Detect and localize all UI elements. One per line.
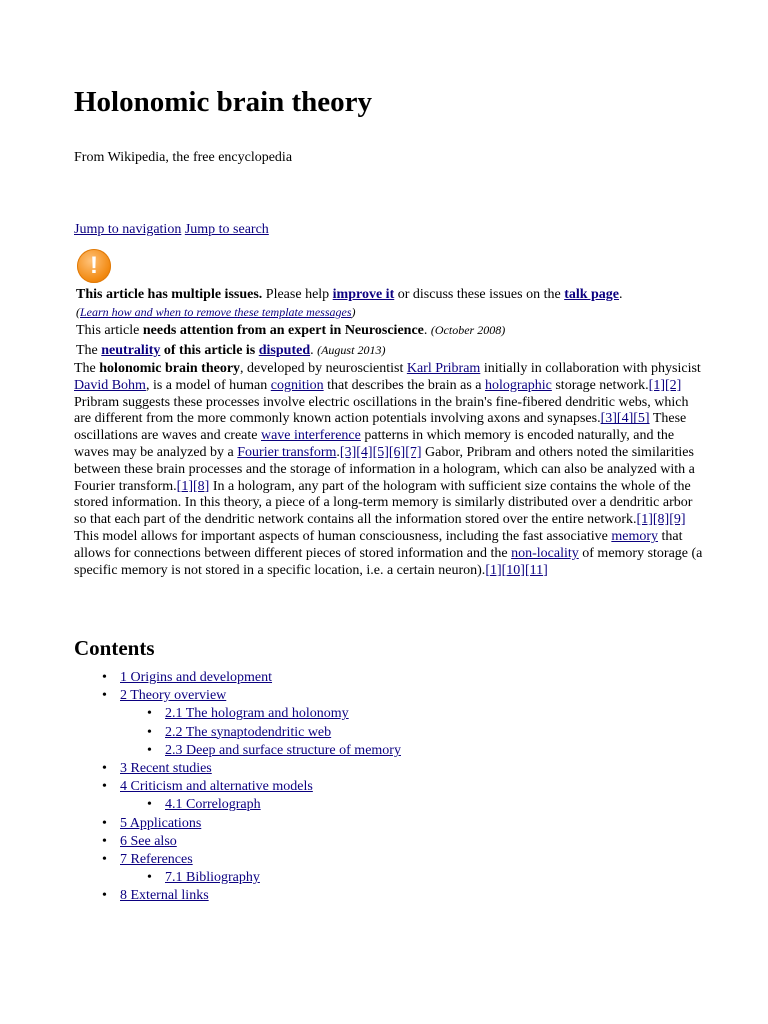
- bullet: •: [102, 688, 107, 704]
- text: initially in collaboration with physicist: [483, 361, 701, 376]
- issue-text: This article: [76, 323, 140, 338]
- toc-link[interactable]: 5 Applications: [120, 815, 202, 831]
- bullet: •: [102, 852, 107, 868]
- citation-link[interactable]: [1][2]: [648, 377, 682, 393]
- text: In a hologram, any part of the hologram with sufficient size contains the whole of the stored information. In this theory, a piece of a long-term memory is similarly distributed over a dendritic arbor so that each part of the dendritic network contains all the information stored over the entire network.: [74, 478, 693, 528]
- memory-link[interactable]: memory: [611, 528, 658, 544]
- karl-pribram-link[interactable]: Karl Pribram: [406, 361, 481, 376]
- issues-heading: This article has multiple issues.: [76, 287, 263, 302]
- toc-subitem: [74, 742, 401, 760]
- disputed-link[interactable]: disputed: [258, 343, 311, 358]
- toc-item: [74, 887, 401, 905]
- toc-link[interactable]: 2.3 Deep and surface structure of memory: [165, 742, 401, 758]
- improve-it-link[interactable]: improve it: [332, 287, 395, 302]
- bullet: •: [102, 888, 107, 904]
- paren: (: [76, 305, 80, 319]
- toc-link[interactable]: 2.2 The synaptodendritic web: [165, 724, 332, 740]
- text: that describes the brain as a: [327, 377, 482, 393]
- toc-link[interactable]: 4.1 Correlograph: [165, 797, 261, 813]
- text: of memory storage (a specific memory is not stored in a specific location, i.e. a certain neuron).: [74, 545, 703, 578]
- toc-link[interactable]: 3 Recent studies: [120, 761, 212, 777]
- period: .: [310, 343, 314, 358]
- fourier-transform-link[interactable]: Fourier transform: [237, 444, 337, 460]
- toc-subitem: [74, 724, 401, 742]
- toc-item: [74, 815, 401, 833]
- non-locality-link[interactable]: non-locality: [511, 545, 579, 561]
- warning-exclamation-icon: !: [77, 249, 111, 283]
- toc-link[interactable]: 1 Origins and development: [120, 670, 273, 685]
- bullet: •: [147, 706, 152, 722]
- toc-item: [74, 833, 401, 851]
- text: that allows for connections between different pieces of stored information and the: [74, 528, 683, 561]
- neutrality-issue: [76, 341, 716, 360]
- learn-remove-link[interactable]: Learn how and when to remove these template messages: [80, 305, 352, 319]
- bullet: •: [147, 797, 152, 813]
- issue-text: The: [76, 343, 98, 358]
- period: .: [423, 323, 428, 338]
- issue-date: (October 2008): [430, 323, 506, 337]
- jump-to-search-link[interactable]: Jump to search: [184, 222, 269, 237]
- discuss-text: or discuss these issues on the: [397, 287, 561, 302]
- toc-item: [74, 687, 401, 705]
- learn-remove-note: [76, 304, 716, 320]
- jump-links: [74, 221, 269, 239]
- issue-date: (August 2013): [317, 343, 386, 357]
- text: These oscillations are waves and create: [74, 411, 687, 444]
- text: patterns in which memory is encoded naturally, and the waves may be analyzed by a: [74, 428, 675, 460]
- issues-heading-line: [76, 286, 716, 304]
- text: .: [336, 444, 340, 460]
- wave-interference-link[interactable]: wave interference: [260, 428, 361, 444]
- text: Pribram suggests these processes involve electric oscillations in the brain's fine-fibered dendritic webs, which are different from the more commonly known action potentials involving axons and synapses.: [74, 394, 689, 427]
- text: Gabor, Pribram and others noted the similarities between these brain processes and the storage of information in a hologram, which can also be analyzed with a Fourier transform.: [74, 444, 695, 494]
- toc-subitem: [74, 796, 401, 814]
- toc-link[interactable]: 2.1 The hologram and holonomy: [165, 706, 349, 722]
- toc-link[interactable]: 7 References: [120, 852, 193, 868]
- multiple-issues-box: [76, 249, 716, 360]
- toc-link[interactable]: 7.1 Bibliography: [165, 870, 260, 886]
- toc-subitem: [74, 705, 401, 723]
- bullet: •: [102, 815, 107, 831]
- text: storage network.: [555, 377, 649, 393]
- citation-link[interactable]: [3][4][5][6][7]: [339, 444, 422, 460]
- expert-attention-issue: [76, 321, 716, 340]
- issue-bold-text: of this article is: [163, 343, 256, 358]
- toc-link[interactable]: 8 External links: [120, 888, 209, 904]
- intro-paragraph: [74, 361, 704, 579]
- issue-bold-text: needs attention from an expert in Neuroscience: [142, 323, 424, 338]
- text: , is a model of human: [145, 377, 268, 393]
- cognition-link[interactable]: cognition: [270, 377, 324, 393]
- toc-item: [74, 669, 401, 687]
- talk-page-link[interactable]: talk page: [564, 287, 620, 302]
- citation-link[interactable]: [3][4][5]: [600, 411, 650, 427]
- bullet: •: [102, 761, 107, 777]
- help-text: Please help: [265, 287, 330, 302]
- bullet: •: [147, 742, 152, 758]
- citation-link[interactable]: [1][8]: [176, 478, 210, 494]
- david-bohm-link[interactable]: David Bohm: [74, 377, 146, 393]
- toc-item: [74, 778, 401, 796]
- jump-to-navigation-link[interactable]: Jump to navigation: [74, 222, 182, 237]
- table-of-contents: [74, 669, 401, 906]
- neutrality-link[interactable]: neutrality: [101, 343, 161, 358]
- period: .: [619, 287, 623, 302]
- bullet: •: [147, 724, 152, 740]
- bullet: •: [147, 870, 152, 886]
- citation-link[interactable]: [1][10][11]: [485, 562, 548, 578]
- bullet: •: [102, 779, 107, 795]
- toc-item: [74, 760, 401, 778]
- toc-link[interactable]: 4 Criticism and alternative models: [120, 779, 313, 795]
- holographic-link[interactable]: holographic: [484, 377, 552, 393]
- toc-link[interactable]: 6 See also: [120, 833, 177, 849]
- text: The: [74, 361, 96, 376]
- toc-link[interactable]: 2 Theory overview: [120, 688, 227, 704]
- bullet: •: [102, 833, 107, 849]
- text: , developed by neuroscientist: [240, 361, 404, 376]
- subject-bold: holonomic brain theory: [99, 361, 241, 376]
- page-title: Holonomic brain theory: [74, 86, 373, 118]
- bullet: •: [102, 670, 107, 685]
- paren: ): [351, 305, 356, 319]
- text: This model allows for important aspects of human consciousness, including the fast associative: [74, 528, 608, 544]
- citation-link[interactable]: [1][8][9]: [636, 512, 686, 528]
- toc-subitem: [74, 869, 401, 887]
- tagline: From Wikipedia, the free encyclopedia: [74, 150, 293, 165]
- contents-heading: Contents: [74, 636, 155, 660]
- toc-item: [74, 851, 401, 869]
